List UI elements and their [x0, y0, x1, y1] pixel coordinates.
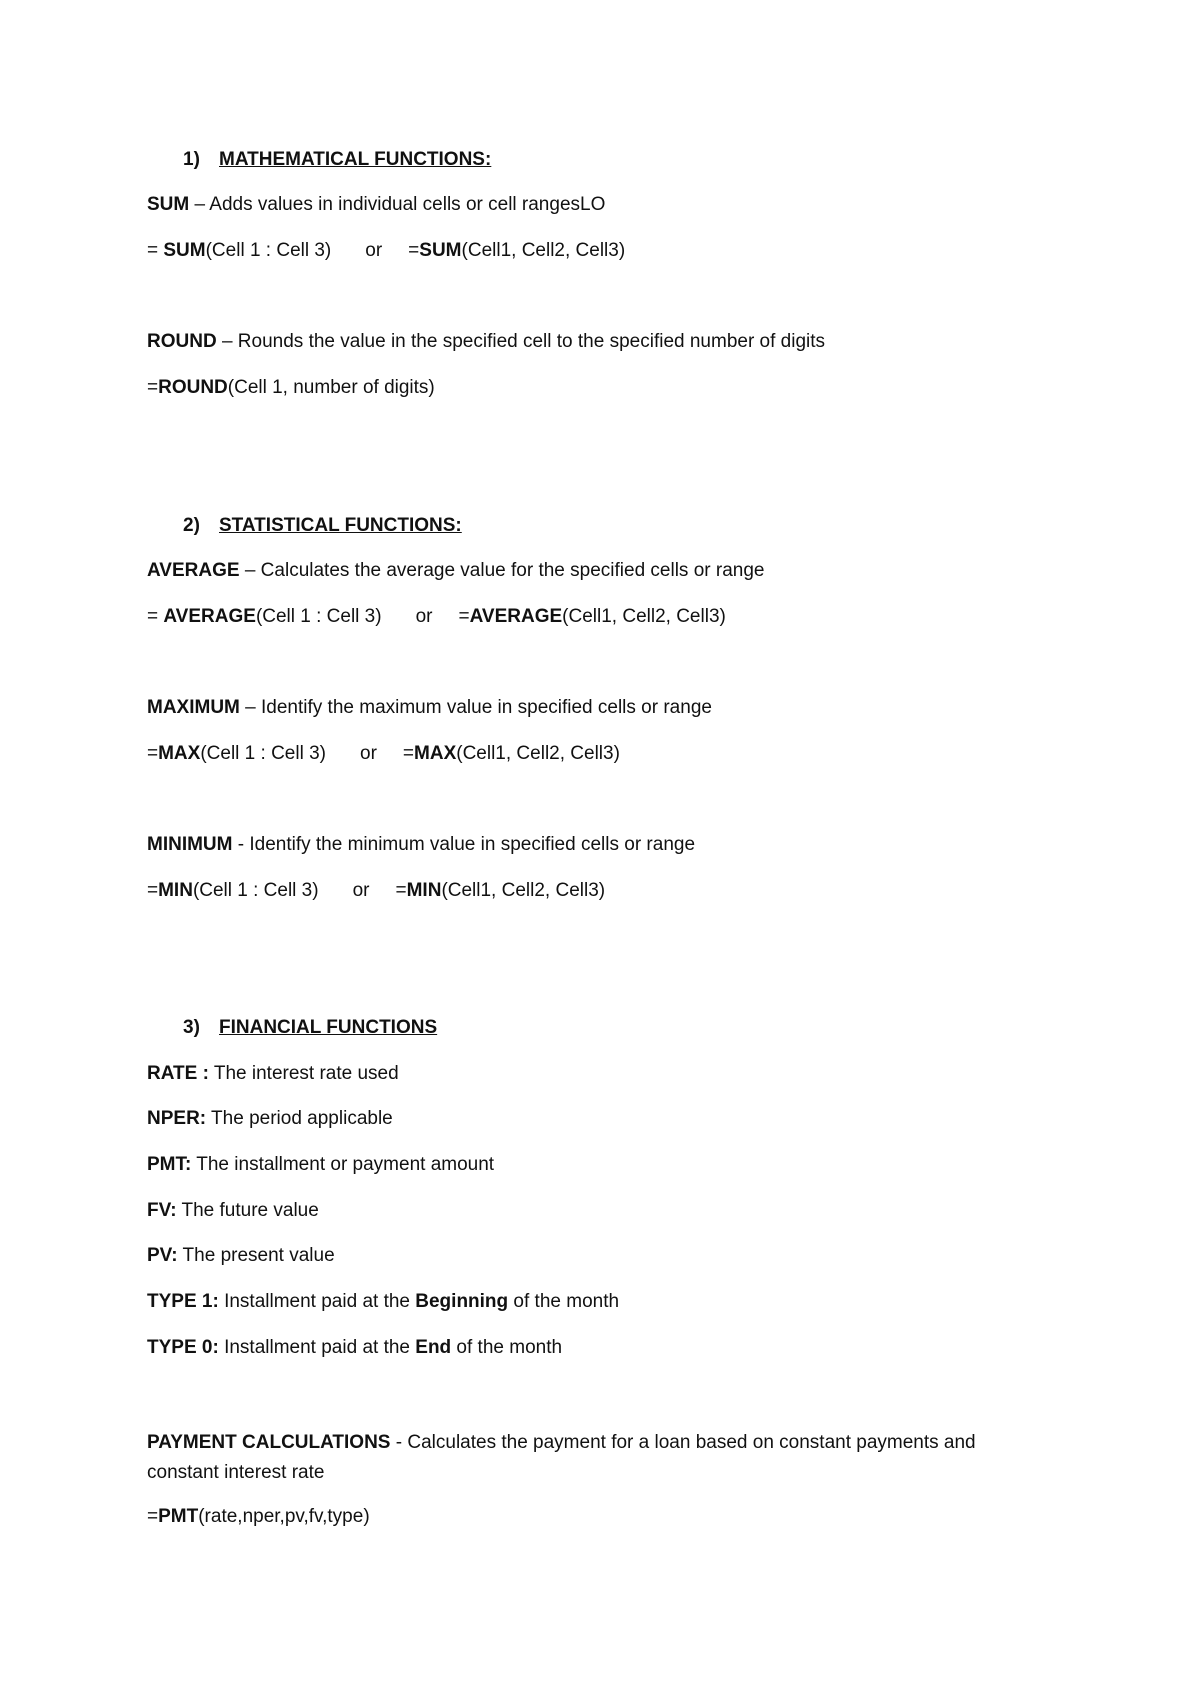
- maximum-formula-b-prefix: =: [402, 743, 415, 764]
- math-section-heading: [183, 148, 491, 172]
- type1-text-b: of the month: [508, 1291, 620, 1312]
- fv-label: FV:: [147, 1200, 177, 1221]
- sum-or: or: [365, 240, 383, 261]
- average-formula-a-args: (Cell 1 : Cell 3): [255, 606, 382, 627]
- pmt-text: The installment or payment amount: [191, 1154, 495, 1175]
- stat-section-heading: [183, 514, 462, 538]
- type0-definition: [147, 1336, 562, 1360]
- fv-definition: [147, 1199, 319, 1223]
- average-description: [147, 559, 764, 583]
- minimum-formula-a-prefix: =: [147, 880, 159, 901]
- payment-formula-args: (rate,nper,pv,fv,type): [198, 1506, 370, 1527]
- round-formula-prefix: =: [147, 377, 159, 398]
- pv-text: The present value: [177, 1245, 335, 1266]
- rate-text: The interest rate used: [208, 1063, 399, 1084]
- sum-name: SUM: [147, 194, 190, 215]
- average-desc: – Calculates the average value for the specified cells or range: [239, 560, 765, 581]
- type1-definition: [147, 1290, 619, 1314]
- maximum-desc: – Identify the maximum value in specified cells or range: [239, 697, 712, 718]
- fin-section-title: FINANCIAL FUNCTIONS: [219, 1017, 438, 1038]
- average-formula-a-prefix: =: [147, 606, 164, 627]
- fv-text: The future value: [176, 1200, 319, 1221]
- maximum-formula-a-prefix: =: [147, 743, 159, 764]
- sum-formula: [147, 239, 625, 263]
- payment-name: PAYMENT CALCULATIONS: [147, 1432, 391, 1453]
- average-or: or: [415, 606, 433, 627]
- stat-section-title: STATISTICAL FUNCTIONS:: [219, 515, 462, 536]
- average-formula-b-args: (Cell1, Cell2, Cell3): [562, 606, 726, 627]
- minimum-desc: - Identify the minimum value in specified cells or range: [232, 834, 696, 855]
- type0-label: TYPE 0:: [147, 1337, 219, 1358]
- payment-desc: - Calculates the payment for a loan based on constant payments and constant interest rate: [147, 1432, 976, 1483]
- round-formula-args: (Cell 1, number of digits): [227, 377, 435, 398]
- sum-formula-b-args: (Cell1, Cell2, Cell3): [461, 240, 626, 261]
- rate-label: RATE :: [147, 1063, 209, 1084]
- maximum-formula-b-args: (Cell1, Cell2, Cell3): [456, 743, 620, 764]
- round-formula: [147, 376, 435, 400]
- type0-bold: End: [415, 1337, 452, 1358]
- maximum-formula: [147, 742, 620, 766]
- nper-definition: [147, 1107, 393, 1131]
- average-name: AVERAGE: [147, 560, 240, 581]
- sum-formula-a-prefix: =: [147, 240, 164, 261]
- nper-label: NPER:: [147, 1108, 207, 1129]
- maximum-description: [147, 696, 712, 720]
- payment-formula: [147, 1505, 370, 1529]
- minimum-description: [147, 833, 695, 857]
- sum-desc: – Adds values in individual cells or cell rangesLO: [189, 194, 606, 215]
- average-formula: [147, 605, 726, 629]
- minimum-name: MINIMUM: [147, 834, 233, 855]
- minimum-formula-b-func: MIN: [406, 880, 442, 901]
- pv-label: PV:: [147, 1245, 178, 1266]
- sum-description: [147, 193, 605, 217]
- fin-section-heading: [183, 1016, 437, 1040]
- average-formula-b-prefix: =: [458, 606, 470, 627]
- maximum-formula-a-args: (Cell 1 : Cell 3): [200, 743, 326, 764]
- minimum-or: or: [352, 880, 370, 901]
- minimum-formula-b-args: (Cell1, Cell2, Cell3): [441, 880, 606, 901]
- average-formula-a-func: AVERAGE: [163, 606, 256, 627]
- sum-formula-a-args: (Cell 1 : Cell 3): [205, 240, 332, 261]
- round-name: ROUND: [147, 331, 217, 352]
- rate-definition: [147, 1062, 399, 1086]
- sum-formula-b-prefix: =: [408, 240, 420, 261]
- maximum-formula-b-func: MAX: [414, 743, 457, 764]
- maximum-or: or: [360, 743, 377, 764]
- minimum-formula-a-args: (Cell 1 : Cell 3): [192, 880, 319, 901]
- sum-formula-a-func: SUM: [163, 240, 206, 261]
- pmt-label: PMT:: [147, 1154, 192, 1175]
- type0-text-b: of the month: [451, 1337, 563, 1358]
- minimum-formula: [147, 879, 605, 903]
- payment-formula-prefix: =: [147, 1506, 159, 1527]
- type1-label: TYPE 1:: [147, 1291, 219, 1312]
- stat-section-number: 2): [183, 515, 200, 536]
- maximum-formula-a-func: MAX: [158, 743, 201, 764]
- pmt-definition: [147, 1153, 494, 1177]
- type0-text-a: Installment paid at the: [218, 1337, 416, 1358]
- minimum-formula-a-func: MIN: [158, 880, 193, 901]
- pv-definition: [147, 1244, 335, 1268]
- type1-text-a: Installment paid at the: [218, 1291, 416, 1312]
- payment-description: [147, 1428, 1047, 1488]
- round-desc: – Rounds the value in the specified cell to the specified number of digits: [216, 331, 826, 352]
- payment-formula-func: PMT: [158, 1506, 199, 1527]
- math-section-number: 1): [183, 149, 200, 170]
- type1-bold: Beginning: [415, 1291, 509, 1312]
- minimum-formula-b-prefix: =: [395, 880, 407, 901]
- math-section-title: MATHEMATICAL FUNCTIONS:: [219, 149, 492, 170]
- fin-section-number: 3): [183, 1017, 200, 1038]
- round-description: [147, 330, 825, 354]
- nper-text: The period applicable: [206, 1108, 393, 1129]
- round-formula-func: ROUND: [158, 377, 228, 398]
- average-formula-b-func: AVERAGE: [469, 606, 563, 627]
- maximum-name: MAXIMUM: [147, 697, 240, 718]
- sum-formula-b-func: SUM: [419, 240, 462, 261]
